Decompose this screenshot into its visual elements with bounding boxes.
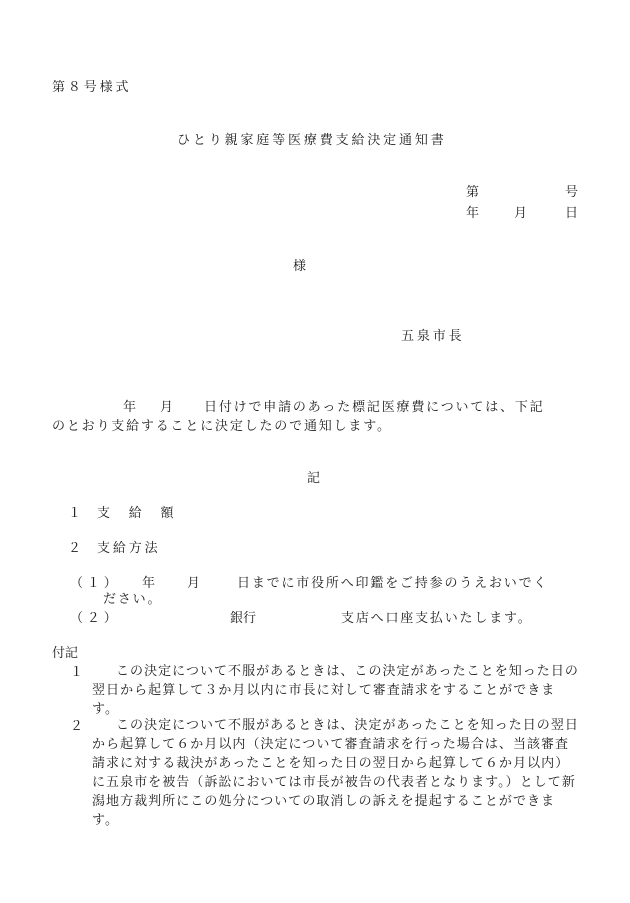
recipient-suffix: 様 [293,259,307,274]
method1-text: 日までに市役所へ印鑑をご持参のうえおいでく [237,576,549,591]
note1-number: １ [70,665,84,680]
body-nen: 年 [123,400,137,415]
item1-number: １ [68,506,82,521]
item2-number: ２ [68,541,82,556]
method2-number: （２） [70,611,121,626]
ref-nen: 年 [466,206,480,221]
document-title: ひとり親家庭等医療費支給決定通知書 [177,133,447,148]
body-tsuki: 月 [160,400,174,415]
method1-nen: 年 [142,576,156,591]
ref-tsuki: 月 [514,206,528,221]
body-line1: 日付けで申請のあった標記医療費については、下記 [204,400,545,415]
ki-heading: 記 [307,471,321,486]
method2-bank: 銀行 [230,611,257,626]
note2-number: ２ [70,719,84,734]
item1-label: 支 給 額 [97,506,177,521]
body-line2: のとおり支給することに決定したので通知します。 [52,419,392,434]
ref-hi: 日 [565,206,579,221]
note1-text: この決定について不服があるときは、この決定があったことを知った日の翌日から起算して３か月以内に市長に対して審査請求をすることができます。 [92,664,579,717]
ref-dai: 第 [466,185,480,200]
method1-continuation: ださい。 [103,592,163,607]
issuer: 五泉市長 [401,329,465,344]
method2-text: 支店へ口座支払いたします。 [341,611,533,626]
method1-tsuki: 月 [187,576,201,591]
notes-heading: 付記 [52,646,79,661]
method1-number: （１） [70,576,121,591]
note2-text: この決定について不服があるときは、決定があったことを知った日の翌日から起算して６か月以内（決定について審査請求を行った場合は、当該審査請求に対する裁決があったことを知った日の翌日から起算して６か月以内）に五泉市を被告（訴訟においては市長が被告の代表者となります。）として新潟地方裁判所にこの処分についての取消しの訴えを提起することができます。 [92,718,579,828]
ref-go: 号 [565,185,579,200]
item2-label: 支給方法 [97,541,161,556]
form-number: 第８号様式 [52,80,132,95]
